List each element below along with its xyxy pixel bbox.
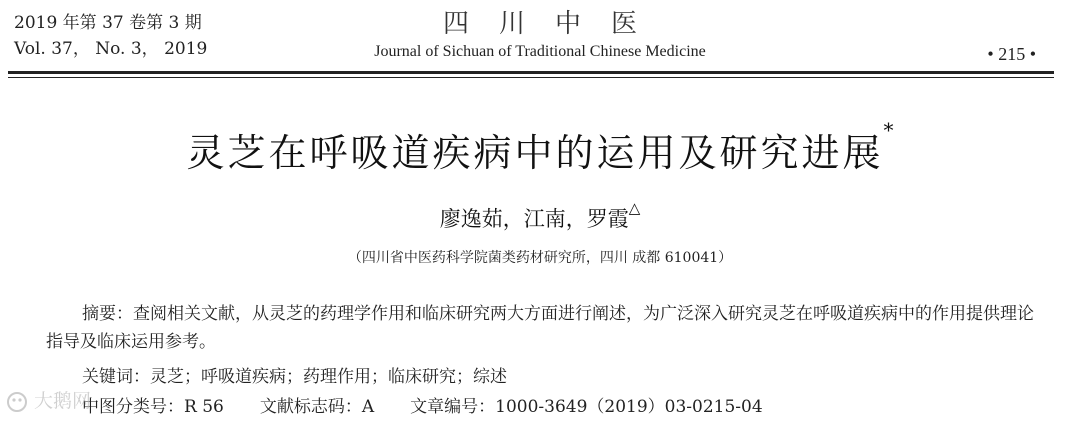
watermark-text: 大鹅网 <box>34 390 92 412</box>
corresponding-author-mark: △ <box>628 199 641 217</box>
keywords: 关键词：灵芝；呼吸道疾病；药理作用；临床研究；综述 <box>82 367 507 387</box>
authors: 廖逸茹，江南，罗霞 <box>439 207 629 231</box>
issue-en: Vol. 37， No. 3， 2019 <box>14 39 208 59</box>
issue-cn: 2019 年第 37 卷第 3 期 <box>14 13 202 33</box>
journal-name-cn: 四川中医 <box>442 9 667 39</box>
abstract: 摘要：查阅相关文献，从灵芝的药理学作用和临床研究两大方面进行阐述，为广泛深入研究灵芝在呼吸道疾病中的作用提供理论指导及临床运用参考。 <box>46 304 1034 352</box>
document-code: 文献标志码：A <box>259 397 375 417</box>
title-footnote-mark: * <box>883 118 894 142</box>
watermark <box>6 386 91 413</box>
article-number: 文章编号：1000-3649（2019）03-0215-04 <box>410 397 763 417</box>
classification-line <box>82 392 763 417</box>
watermark-logo-icon <box>6 391 28 413</box>
clc-number: 中图分类号：R 56 <box>82 397 224 417</box>
article-title-text: 灵芝在呼吸道疾病中的运用及研究进展 <box>186 131 884 175</box>
journal-name-en: Journal of Sichuan of Traditional Chinese Medicine <box>374 43 706 60</box>
article-title <box>0 118 1080 177</box>
affiliation: （四川省中医药科学院菌类药材研究所，四川 成都 610041） <box>347 250 733 266</box>
page-number: • 215 • <box>987 44 1036 64</box>
journal-header <box>0 8 1080 61</box>
header-rule-thin <box>8 77 1054 78</box>
author-line <box>0 199 1080 233</box>
header-rule-thick <box>8 71 1054 74</box>
